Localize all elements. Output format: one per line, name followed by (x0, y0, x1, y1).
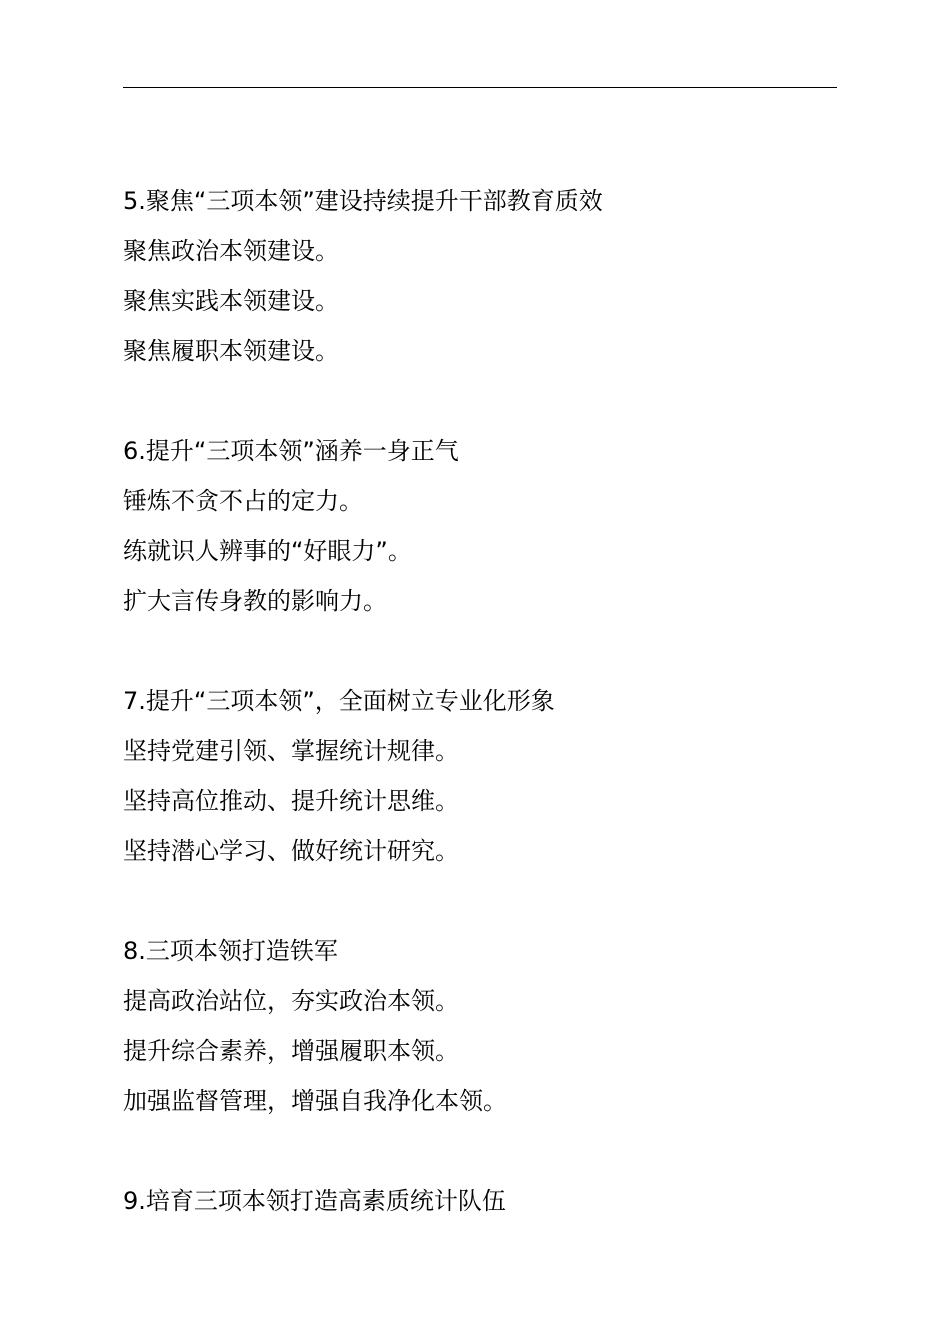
section-heading: 9.培育三项本领打造高素质统计队伍 (123, 1187, 506, 1215)
header-rule (123, 87, 837, 88)
section-item: 锤炼不贪不占的定力。 (123, 487, 363, 515)
section-item: 坚持潜心学习、做好统计研究。 (123, 837, 459, 865)
section-gap (123, 1126, 837, 1176)
section-gap (123, 626, 837, 676)
section-item: 聚焦实践本领建设。 (123, 287, 339, 315)
section-item: 扩大言传身教的影响力。 (123, 587, 387, 615)
section-7 (123, 676, 837, 876)
section-heading: 8.三项本领打造铁军 (123, 937, 338, 965)
section-gap (123, 876, 837, 926)
section-item: 聚焦政治本领建设。 (123, 237, 339, 265)
section-heading: 7.提升“三项本领”，全面树立专业化形象 (123, 687, 555, 715)
section-6 (123, 426, 837, 626)
section-item: 提升综合素养，增强履职本领。 (123, 1037, 459, 1065)
section-item: 加强监督管理，增强自我净化本领。 (123, 1087, 507, 1115)
section-item: 提高政治站位，夯实政治本领。 (123, 987, 459, 1015)
section-heading: 6.提升“三项本领”涵养一身正气 (123, 437, 459, 465)
section-5 (123, 176, 837, 376)
section-item: 坚持高位推动、提升统计思维。 (123, 787, 459, 815)
section-item: 坚持党建引领、掌握统计规律。 (123, 737, 459, 765)
document-body (123, 176, 837, 1226)
section-item: 聚焦履职本领建设。 (123, 337, 339, 365)
section-heading: 5.聚焦“三项本领”建设持续提升干部教育质效 (123, 187, 603, 215)
section-item: 练就识人辨事的“好眼力”。 (123, 537, 412, 565)
section-9 (123, 1176, 837, 1226)
section-gap (123, 376, 837, 426)
section-8 (123, 926, 837, 1126)
